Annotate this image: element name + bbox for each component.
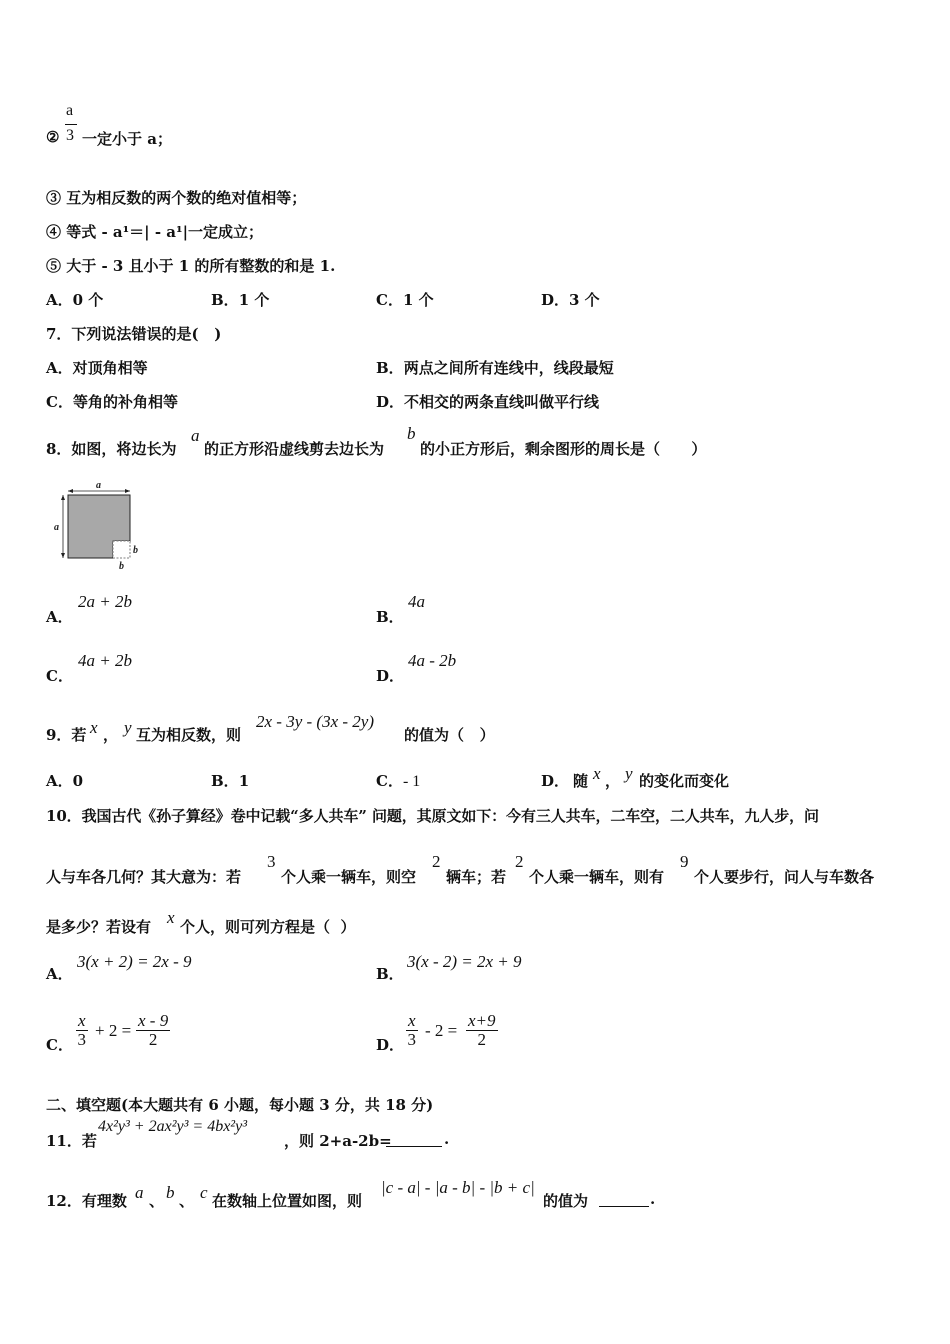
option-text: 1 (238, 772, 250, 790)
option-letter: C． (376, 291, 403, 309)
fraction-bar (65, 124, 77, 125)
option-letter: D． (376, 1036, 405, 1054)
q12-var-c: c (200, 1183, 208, 1202)
option-text: 1 个 (402, 291, 434, 309)
q9-var-y: y (124, 718, 132, 737)
option-text: - 1 (402, 773, 421, 790)
q12-mid: 在数轴上位置如图，则 (212, 1192, 363, 1210)
statement-2-suffix: 一定小于 a； (82, 130, 172, 148)
q10-line-1: 10．我国古代《孙子算经》卷中记载“多人共车” 问题，其原文如下：今有三人共车，二车空，二人共车，九人步，问 (46, 807, 819, 825)
fraction-numerator: x (78, 1011, 86, 1030)
fraction-numerator: a (66, 102, 74, 119)
q11-answer-blank[interactable] (386, 1146, 442, 1147)
option-letter: C． (46, 1036, 73, 1054)
option-tail: 的变化而变化 (639, 772, 730, 790)
option-letter: B． (376, 608, 404, 626)
q12-answer-blank[interactable] (599, 1206, 649, 1207)
option-expr: 4a - 2b (408, 651, 457, 670)
option-expr: 2a + 2b (78, 592, 132, 611)
q12-end: . (650, 1190, 656, 1208)
q9-option-a[interactable] (46, 770, 83, 791)
option-letter: D． (376, 393, 405, 411)
option-letter: A． (46, 359, 73, 377)
option-text: 0 (72, 772, 84, 790)
option-mid: - 2 = (425, 1021, 458, 1040)
figure-label-bottom: b (119, 561, 124, 572)
option-letter: C． (46, 393, 73, 411)
q10-l2-d: 个人乘一辆车，则有 (529, 868, 665, 886)
option-fraction-1 (406, 1012, 418, 1049)
option-text: 不相交的两条直线叫做平行线 (404, 393, 600, 411)
q9-expression: 2x - 3y - (3x - 2y) (256, 712, 374, 731)
fraction-numerator: x (408, 1011, 416, 1030)
option-letter: C． (46, 667, 73, 685)
option-letter: D． (376, 667, 405, 685)
q10-num-3: 3 (267, 852, 276, 871)
q10-l2-e: 个人要步行，问人与车数各 (694, 868, 875, 886)
q8-var-b: b (407, 424, 416, 443)
q6-option-b[interactable] (211, 289, 269, 310)
statement-2-label: ② (46, 128, 60, 146)
fraction-denominator: 3 (407, 1030, 417, 1049)
q10-l3-b: 个人，则可列方程是（ ） (180, 918, 356, 936)
q11-prefix: 11．若 (46, 1132, 97, 1150)
statement-5: ⑤ 大于 - 3 且小于 1 的所有整数的和是 1. (46, 257, 336, 275)
q8-var-a: a (191, 426, 200, 445)
q9-opt-var-y: y (625, 764, 633, 783)
q9-sep: ， (103, 726, 119, 744)
q11-end: . (444, 1130, 450, 1148)
q8-square-figure (50, 478, 150, 574)
option-letter: B． (211, 291, 239, 309)
q10-l2-a: 人与车各几何？其大意为：若 (46, 868, 242, 886)
statement-4: ④ 等式 - a¹＝| - a¹|一定成立； (46, 223, 264, 241)
option-letter: D． (541, 291, 570, 309)
option-mid: + 2 = (95, 1021, 132, 1040)
option-letter: B． (376, 965, 404, 983)
q10-num-2b: 2 (515, 852, 524, 871)
option-text: 1 个 (238, 291, 270, 309)
fraction-denominator: 2 (477, 1030, 487, 1049)
option-expr: 3(x + 2) = 2x - 9 (77, 952, 192, 971)
option-fraction-1 (76, 1012, 88, 1049)
q12-sep-1: 、 (149, 1192, 165, 1210)
q7-option-d[interactable] (376, 391, 599, 412)
q12-var-a: a (135, 1183, 144, 1202)
q11-expression: 4x²y³ + 2ax²y³ = 4bx²y³ (98, 1118, 247, 1135)
q9-stem-part3: 的值为（ ） (404, 726, 495, 744)
fraction-denominator: 2 (148, 1030, 158, 1049)
fraction-numerator: x+9 (468, 1011, 496, 1030)
q8-stem-part3: 的小正方形后，剩余图形的周长是（ ） (420, 440, 707, 458)
option-letter: A． (46, 291, 73, 309)
option-expr: 4a (408, 592, 425, 611)
option-letter: A． (46, 772, 73, 790)
q7-option-a[interactable] (46, 357, 148, 378)
q9-stem-part1: 9．若 (46, 726, 87, 744)
q6-option-d[interactable] (541, 289, 600, 310)
option-letter: B． (211, 772, 239, 790)
q6-option-a[interactable] (46, 289, 103, 310)
figure-label-right: b (133, 545, 138, 556)
q10-line-2 (46, 852, 906, 888)
statement-3: ③ 互为相反数的两个数的绝对值相等； (46, 189, 307, 207)
q9-stem-part2: 互为相反数，则 (136, 726, 242, 744)
option-text: 随 (573, 772, 589, 790)
q10-var-x: x (167, 908, 175, 927)
q10-l3-a: 是多少？若设有 (46, 918, 152, 936)
q12-expression: |c - a| - |a - b| - |b + c| (381, 1178, 535, 1197)
option-text: 0 个 (72, 291, 104, 309)
fraction-denominator: 3 (66, 127, 74, 144)
q12-sep-2: 、 (179, 1192, 195, 1210)
figure-label-left: a (54, 522, 59, 533)
q7-stem: 7．下列说法错误的是( ) (46, 325, 222, 343)
q10-l2-b: 个人乘一辆车，则空 (281, 868, 417, 886)
option-letter: A． (46, 965, 73, 983)
option-text: 对顶角相等 (72, 359, 148, 377)
option-letter: A． (46, 608, 73, 626)
option-text: 等角的补角相等 (72, 393, 178, 411)
q9-opt-var-x: x (593, 764, 601, 783)
q7-option-b[interactable] (376, 357, 614, 378)
q9-opt-sep: ， (605, 772, 621, 790)
figure-label-top: a (96, 480, 101, 491)
cut-small-square (113, 541, 130, 558)
q10-num-2a: 2 (432, 852, 441, 871)
q9-option-c[interactable] (376, 770, 420, 791)
q10-l2-c: 辆车；若 (446, 868, 507, 886)
option-fraction-2 (136, 1012, 170, 1049)
q8-stem-part2: 的正方形沿虚线剪去边长为 (204, 440, 385, 458)
q12-prefix: 12．有理数 (46, 1192, 127, 1210)
q11-suffix: ，则 2+a-2b= (284, 1132, 392, 1150)
fraction-denominator: 3 (77, 1030, 87, 1049)
q12-var-b: b (166, 1183, 175, 1202)
q6-option-c[interactable] (376, 289, 434, 310)
q12-suffix: 的值为 (543, 1192, 589, 1210)
fraction-numerator: x - 9 (138, 1011, 169, 1030)
option-letter: B． (376, 359, 404, 377)
q9-option-b[interactable] (211, 770, 249, 791)
option-text: 3 个 (569, 291, 600, 309)
option-expr: 4a + 2b (78, 651, 132, 670)
q8-stem-part1: 8．如图，将边长为 (46, 440, 177, 458)
option-letter: D． (541, 772, 570, 790)
option-expr: 3(x - 2) = 2x + 9 (407, 952, 522, 971)
option-letter: C． (376, 772, 403, 790)
q9-var-x: x (90, 718, 98, 737)
option-fraction-2 (466, 1012, 498, 1049)
option-text: 两点之间所有连线中，线段最短 (403, 359, 614, 377)
q7-option-c[interactable] (46, 391, 178, 412)
q10-num-9: 9 (680, 852, 689, 871)
section-2-heading: 二、填空题(本大题共有 6 小题，每小题 3 分，共 18 分) (46, 1096, 434, 1114)
